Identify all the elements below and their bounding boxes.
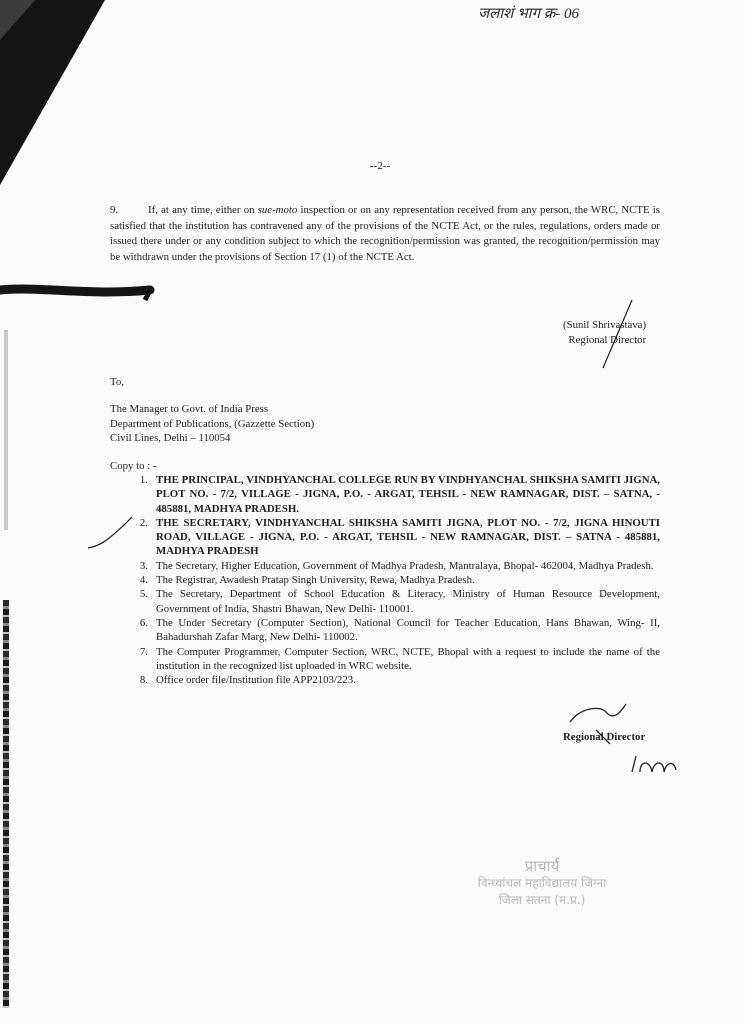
copy-item-text: THE SECRETARY, VINDHYANCHAL SHIKSHA SAMITI JIGNA, PLOT NO. - 7/2, JIGNA HINOUTI ROAD, VILLAGE - JIGNA, P.O. - ARGAT, TEHSIL - NEW RAMNAGAR, DIST. – SATNA - 485881, MADHYA PRADESH <box>156 516 660 558</box>
copy-to-list <box>110 473 660 687</box>
to-label: To, <box>110 376 124 388</box>
copy-item <box>110 673 660 687</box>
copy-item-number: 4. <box>139 574 148 587</box>
copy-item-text: THE PRINCIPAL, VINDHYANCHAL COLLEGE RUN BY VINDHYANCHAL SHIKSHA SAMITI JIGNA, PLOT NO. - 7/2, VILLAGE - JIGNA, P.O. - ARGAT, TEHSIL - NEW RAMNAGAR, DIST. – SATNA, - 485881, MADHYA PRADESH. <box>156 474 660 515</box>
copy-item <box>110 645 660 674</box>
clause-emphasis: sue-moto <box>257 204 298 216</box>
clause-number: 9. <box>110 204 119 216</box>
copy-item-number: 7. <box>139 645 148 658</box>
signatory-name: (Sunil Shrivastava) <box>563 319 647 331</box>
copy-item-text: The Computer Programmer, Computer Section, WRC, NCTE, Bhopal with a request to include the name of the institution in the recognized list uploaded in WRC website. <box>156 645 660 672</box>
recipient-address <box>110 402 314 446</box>
copy-item-text: The Under Secretary (Computer Section), National Council for Teacher Education, Hans Bhawan, Wing- II, Bahadurshah Zafar Marg, New Delhi- 110002. <box>156 616 660 644</box>
copy-item <box>110 573 660 587</box>
copy-item-number: 8. <box>139 674 148 687</box>
copy-to-label: Copy to : - <box>110 460 157 472</box>
copy-item-number: 1. <box>139 474 148 486</box>
address-line: Department of Publications, (Gazzette Section) <box>110 417 315 430</box>
copy-item-number: 5. <box>139 588 148 601</box>
copy-item <box>110 473 660 516</box>
copy-item-text: The Secretary, Department of School Education & Literacy, Ministry of Human Resource Development, Government of India, Shastri Bhawan, New Delhi- 110001. <box>156 588 660 615</box>
clause-text-start: If, at any time, either on <box>148 204 258 216</box>
signature-block <box>563 318 646 348</box>
stamp-line-3: जिला सतना (म.प्र.) <box>498 893 586 907</box>
copy-item <box>110 616 660 645</box>
clause-text-end: inspection or on any representation received from any person, the WRC, NCTE is satisfied that the institution has contravened any of the provisions of the NCTE Act, or the rules, regulations, orders made or issued there under or any condition subject to which the recognition/permission was granted, the recognition/permission may be withdrawn under the provisions of Section 17 (1) of the NCTE Act. <box>110 204 660 263</box>
handwritten-initials <box>632 756 676 772</box>
scan-smudge-stroke <box>0 289 150 292</box>
copy-item <box>110 559 660 573</box>
handwritten-page-note: जलाशं भाग क्र- 06 <box>478 6 580 22</box>
copy-item <box>110 516 660 559</box>
clause-9 <box>110 203 660 265</box>
principal-stamp <box>462 858 622 909</box>
page-number: --2-- <box>370 160 391 172</box>
copy-item-number: 6. <box>139 616 148 629</box>
regional-director-signoff: Regional Director <box>563 731 646 743</box>
address-line: Civil Lines, Delhi – 110054 <box>110 432 231 444</box>
copy-item-number: 3. <box>139 559 148 572</box>
stamp-line-2: विन्ध्यांचल महाविद्यालय जिग्ना <box>477 876 607 890</box>
copy-item-text: The Registrar, Awadesh Pratap Singh University, Rewa, Madhya Pradesh. <box>156 574 475 587</box>
address-line: The Manager to Govt. of India Press <box>110 403 269 415</box>
signatory-title: Regional Director <box>568 334 647 346</box>
copy-item-number: 2. <box>139 516 148 529</box>
copy-item-text: Office order file/Institution file APP2103/223. <box>156 674 356 687</box>
copy-item <box>110 587 660 616</box>
copy-item-text: The Secretary, Higher Education, Government of Madhya Pradesh, Mantralaya, Bhopal- 462004, Madhya Pradesh. <box>156 559 654 572</box>
stamp-line-1: प्राचार्य <box>524 857 560 875</box>
